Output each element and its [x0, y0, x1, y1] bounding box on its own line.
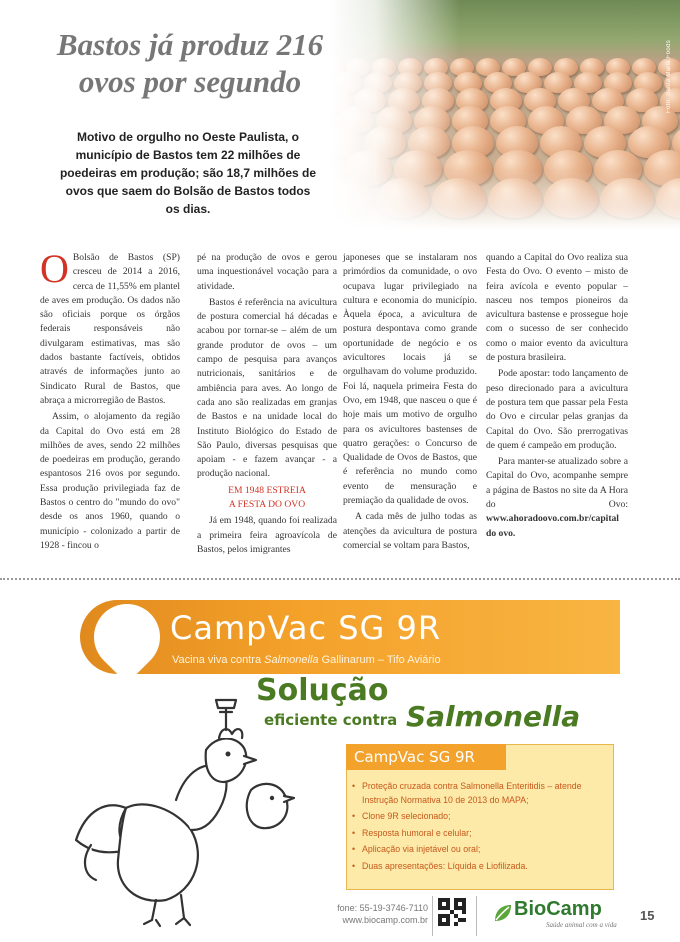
list-item: • Proteção cruzada contra Salmonella Enteritidis – atende Instrução Normativa 10 de 2013 do MAPA;: [352, 780, 610, 807]
dotted-separator: [0, 578, 680, 580]
divider: [432, 896, 433, 936]
column-4: [486, 251, 628, 541]
ad-phone: fone: 55-19-3746-7110: [337, 903, 428, 913]
site-link[interactable]: www.ahoradoovo.com.br/capital do ovo.: [486, 513, 619, 539]
paragraph: O Bolsão de Bastos (SP) cresceu de 2014 a 2016, cerca de 11,55% em plantel de aves em produção. Os dados não são oficiais porque os órgãos federais responsáveis não divulgaram estimativas, mas são dados bastante factíveis, obtidos através de informações junto ao Sindicato Rural de Bastos, que abraça a microrregião de Bastos.: [40, 246, 180, 406]
paragraph: japoneses que se instalaram nos primórdios da comunidade, o ovo ocupava lugar privilegiado na cultura e economia do município. Àquela época, a avicultura de postura despontava como grande oportunidade de negócio e os avicultores locais já se orgulhavam do volume produzido. Foi lá, naquela primeira Festa do Ovo, em 1948, que nasceu o que é hoje mais um motivo de orgulho para os avicultores bastenses de quatro gerações: o Concurso de Qualidade de Ovos de Bastos, que é referência no mundo como evento de mensuração e premiação da qualidade de ovos.: [343, 252, 477, 507]
section-subhead: EM 1948 ESTREIA A FESTA DO OVO: [228, 484, 306, 511]
title-line-2: ovos por segundo: [78, 64, 302, 99]
ad-subtitle: Vacina viva contra Salmonella Gallinarum – Tifo Aviário: [172, 654, 441, 666]
biocamp-leaf-icon: [492, 902, 514, 924]
paragraph: Já em 1948, quando foi realizada a primeira feira agroavícola de Bastos, pelos imigrantes: [197, 515, 337, 555]
column-3: [343, 251, 477, 553]
ad-headline: Solução: [256, 673, 389, 708]
paragraph: A cada mês de julho todas as atenções da avicultura de postura comercial se voltam para Bastos,: [343, 511, 477, 551]
paragraph: quando a Capital do Ovo realiza sua Festa do Ovo. O evento – misto de feira avícola e evento popular – nasceu nos tempos pioneiros da avicultura bastense e prossegue hoje com o sucesso de ser conhecido como o maior evento da avicultura de postura brasileira.: [486, 252, 628, 364]
article-lead: Motivo de orgulho no Oeste Paulista, o município de Bastos tem 22 milhões de poedeiras em produção; são 18,7 milhões de ovos que saem do Bolsão de Bastos todos os dias.: [59, 130, 317, 216]
paragraph: Pode apostar: todo lançamento de peso direcionado para a avicultura de postura tem que passar pela Festa do Ovo e circular pelas granjas da Capital do Ovo. São prerrogativas de quem é campeão em produção.: [486, 368, 628, 451]
ad-product-name: CampVac SG 9R: [170, 609, 442, 647]
ad-eficiente: eficiente contra: [264, 711, 398, 729]
list-item: • Duas apresentações: Líquida e Liofilizada.: [352, 860, 610, 874]
rooster-illustration: [56, 690, 356, 930]
drop-cap: O: [40, 246, 69, 291]
qr-code-icon[interactable]: [438, 898, 466, 926]
column-1: [40, 246, 180, 553]
paragraph: Para manter-se atualizado sobre a Capital do Ovo, acompanhe sempre a página de Bastos no site da A Hora do Ovo: www.ahoradoovo.com.br/capital do ovo.: [486, 456, 628, 539]
biocamp-logo: BioCamp: [514, 898, 602, 920]
paragraph: Assim, o alojamento da região da Capital do Ovo está em 28 milhões de aves, sendo 22 milhões de poedeiras em produção, gerando espantosos 216 ovos por segundo. Essa produção privilegiada faz de Bastos o centro do "mundo do ovo" desde os anos 1960, quando o município - colonizado a partir de 1928 - fincou o: [40, 411, 180, 551]
list-item: • Clone 9R selecionado;: [352, 810, 610, 824]
list-item: • Aplicação via injetável ou oral;: [352, 843, 610, 857]
article-title: [30, 26, 350, 100]
ad-salmonella: Salmonella: [406, 700, 581, 733]
photo-fade-bottom: [330, 170, 680, 230]
ad-website[interactable]: www.biocamp.com.br: [342, 915, 428, 925]
paragraph: Bastos é referência na avicultura de postura comercial há décadas e acabou por tornar-se – além de um grande produtor de ovos – um campo de pesquisa para avanços nutricionais, sanitários e de ambiência para aves. Ao longo de cada ano são realizadas em granjas de Bastos e na unidade local do Instituto Biológico do Estado de São Paulo, diversas pesquisas que apoiam - e fazem avançar - a produção nacional.: [197, 296, 337, 480]
biocamp-tagline: Saúde animal com a vida: [546, 921, 617, 929]
page-number: 15: [640, 908, 655, 923]
list-item: • Resposta humoral e celular;: [352, 827, 610, 841]
paragraph: pé na produção de ovos e gerou uma inquestionável vocação para a atividade.: [197, 252, 337, 292]
divider: [476, 896, 477, 936]
title-line-1: Bastos já produz 216: [56, 27, 324, 62]
ad-features-list: [352, 780, 610, 873]
column-2: [197, 251, 337, 557]
ad-box-title: CampVac SG 9R: [346, 744, 506, 770]
photo-credit: Foto: Santa Maria Foods: [666, 40, 672, 113]
ad-contact: [300, 902, 428, 926]
